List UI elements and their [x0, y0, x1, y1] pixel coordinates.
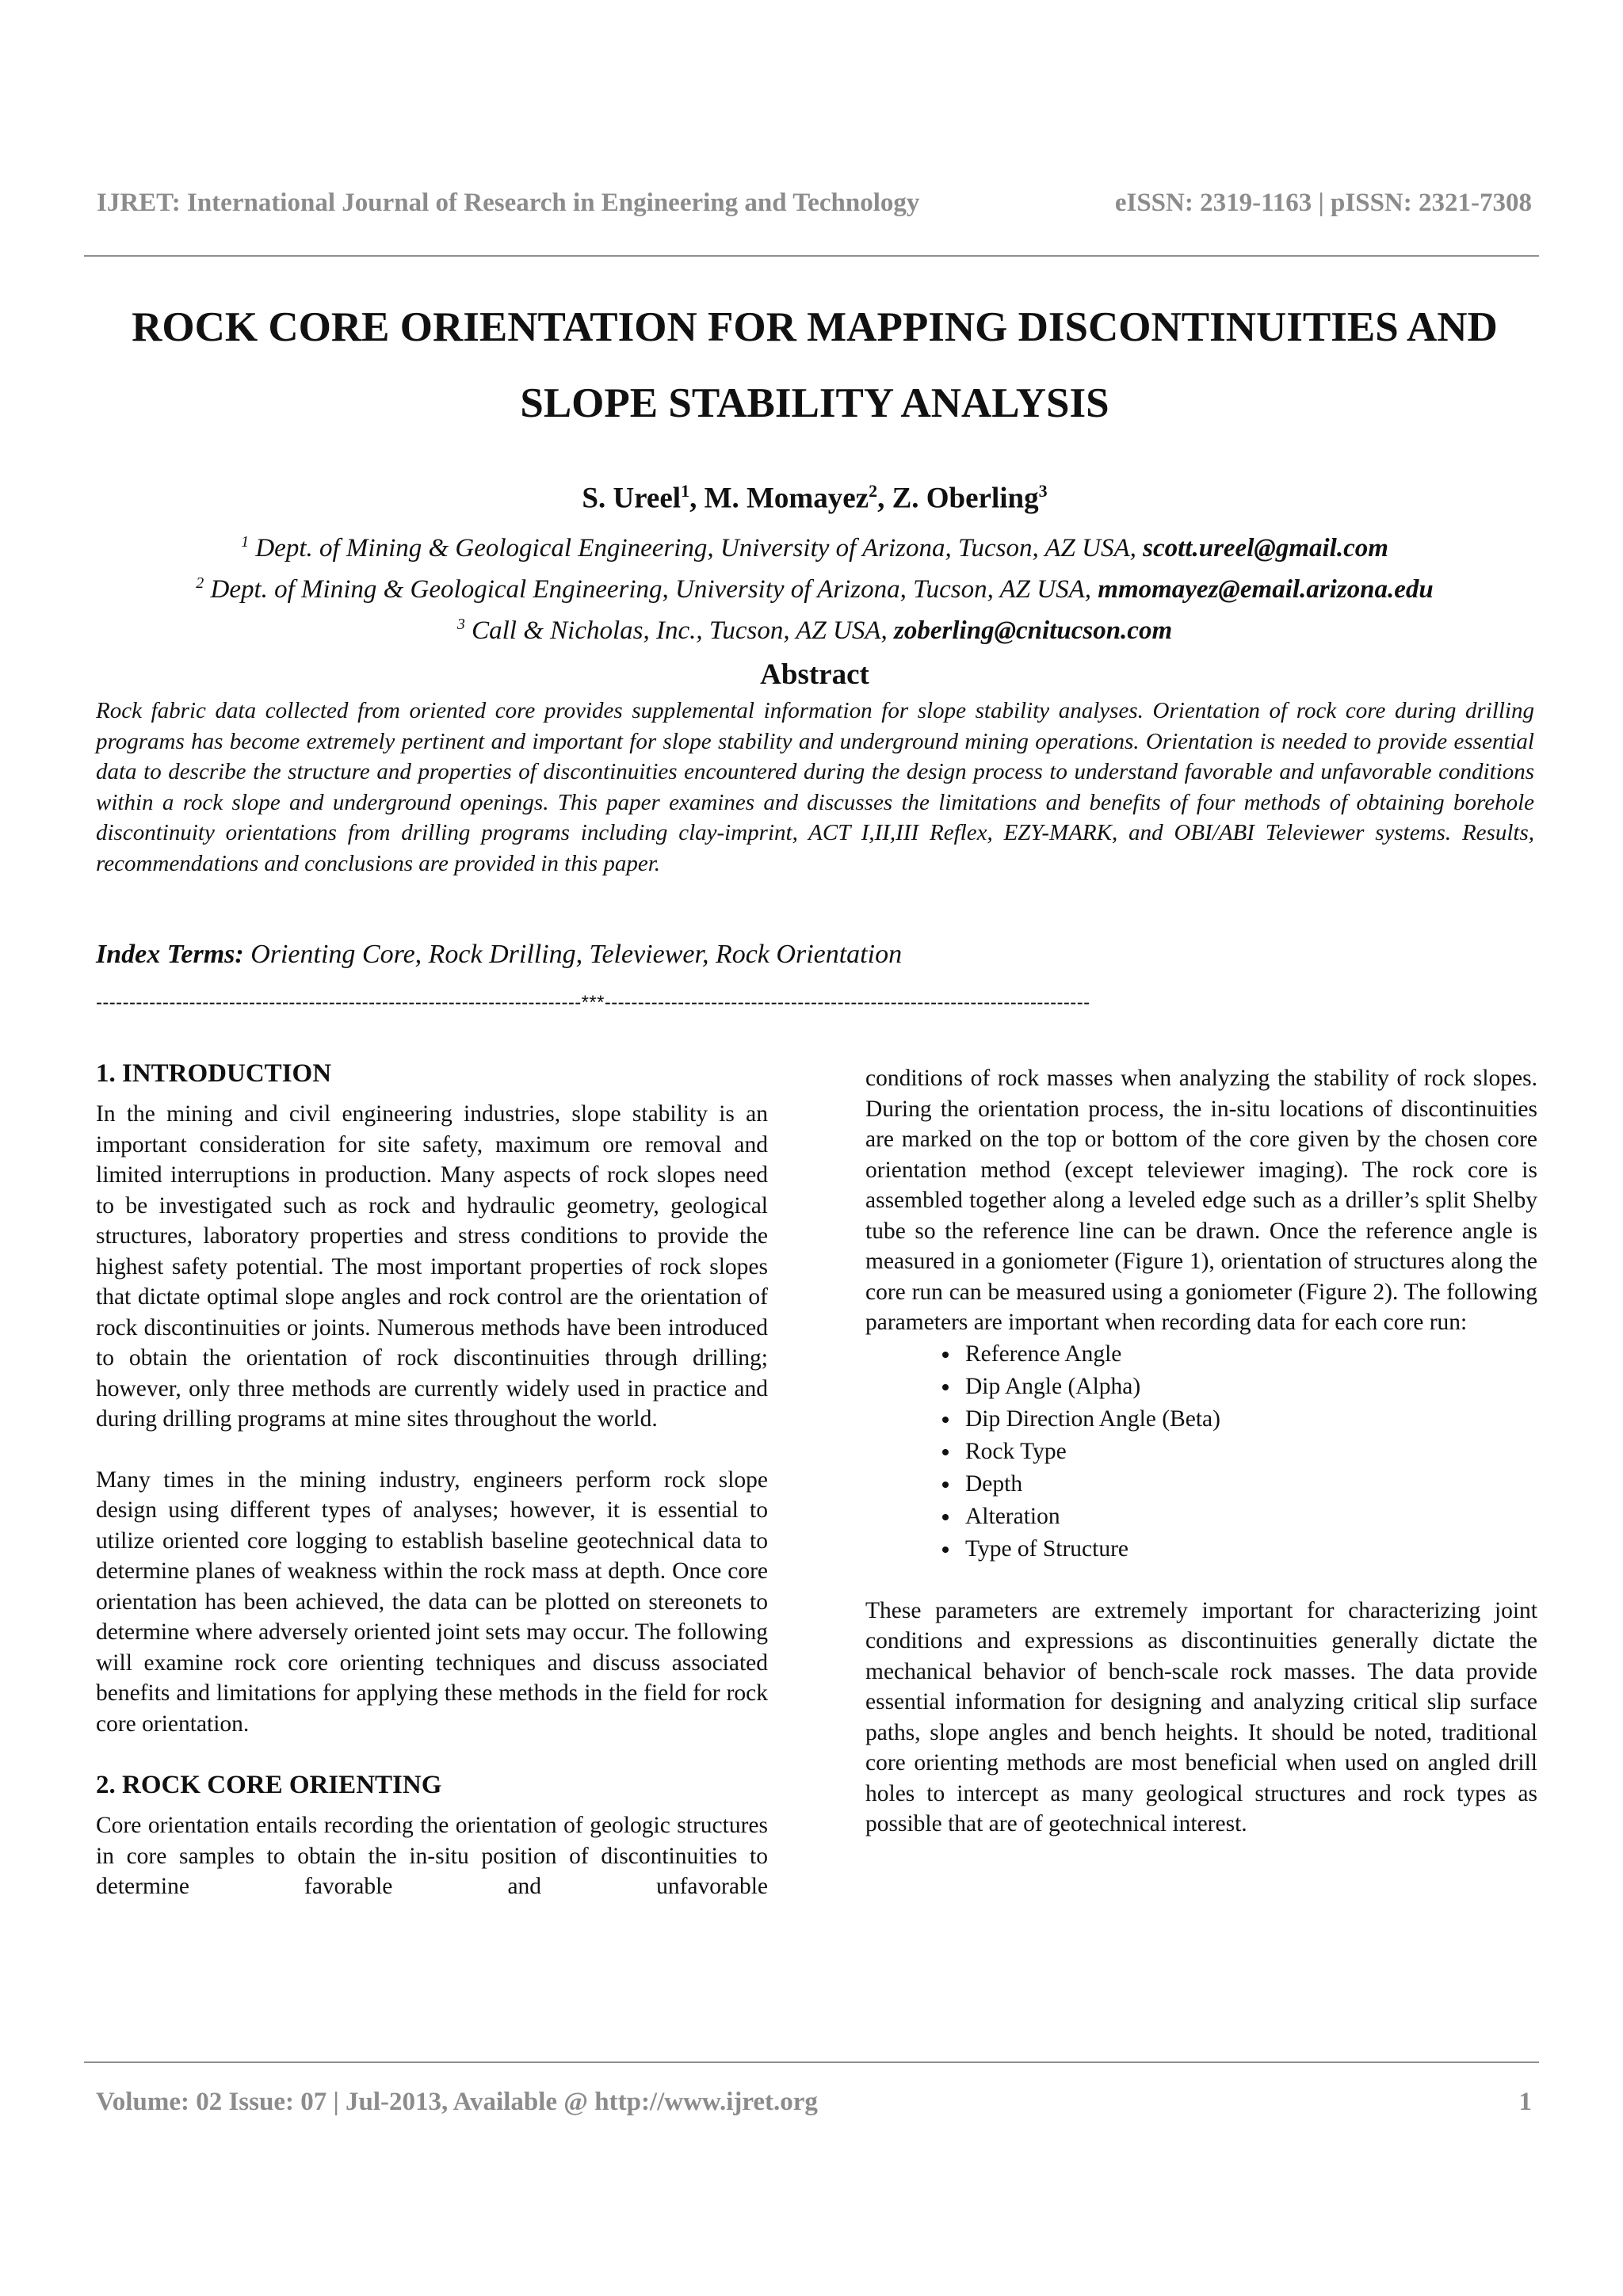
author-sup: 1	[681, 481, 690, 501]
author-sup: 3	[1038, 481, 1048, 501]
abstract-heading: Abstract	[760, 658, 869, 691]
header-rule	[84, 255, 1539, 257]
intro-paragraph-1: In the mining and civil engineering industries, slope stability is an important consideration for site safety, maximum ore removal and limited interruptions in production. Many aspects of rock slopes need to be investigated such as rock and hydraulic geometry, geological structures, laboratory properties and stress conditions to provide the highest safety potential. The most important properties of rock slopes that dictate optimal slope angles and rock control are the orientation of rock discontinuities or joints. Numerous methods have been introduced to obtain the orientation of rock discontinuities through drilling; however, only three methods are currently widely used in practice and during drilling programs at mine sites throughout the world.	[96, 1101, 768, 1432]
index-terms-label: Index Terms:	[96, 940, 244, 969]
affiliation-line	[79, 607, 1550, 648]
left-column	[96, 1058, 768, 1902]
journal-header: IJRET: International Journal of Research in Engineering and Technology	[97, 189, 920, 217]
footer-rule	[84, 2061, 1539, 2063]
index-terms-text: Orienting Core, Rock Drilling, Televiewer, Rock Orientation	[243, 940, 903, 969]
affiliation-list	[79, 524, 1550, 648]
issn-header: eISSN: 2319-1163 | pISSN: 2321-7308	[1114, 189, 1532, 217]
affiliation-email[interactable]: zoberling@cnitucson.com	[894, 616, 1173, 645]
affiliation-sup: 2	[196, 574, 204, 592]
author-separator: ,	[877, 482, 892, 515]
author-separator: ,	[689, 482, 705, 515]
list-item: • Depth	[960, 1468, 1537, 1501]
page-number: 1	[1518, 2088, 1532, 2116]
list-item: • Type of Structure	[960, 1533, 1537, 1566]
affiliation-line	[79, 566, 1550, 607]
title-line-1: ROCK CORE ORIENTATION FOR MAPPING DISCONTINUITIES AND	[132, 304, 1498, 350]
section-heading-rock-core-orienting: 2. ROCK CORE ORIENTING	[96, 1771, 442, 1799]
affiliation-text: Dept. of Mining & Geological Engineering, University of Arizona, Tucson, AZ USA,	[204, 575, 1098, 604]
list-item: • Reference Angle	[960, 1338, 1537, 1371]
author-name: M. Momayez	[704, 482, 869, 515]
author-sup: 2	[869, 481, 878, 501]
footer-volume: Volume: 02 Issue: 07 | Jul-2013, Available @ http://www.ijret.org	[96, 2088, 818, 2116]
list-item: • Dip Direction Angle (Beta)	[960, 1403, 1537, 1436]
affiliation-email[interactable]: mmomayez@email.arizona.edu	[1098, 575, 1434, 604]
author-name: S. Ureel	[582, 482, 682, 515]
orienting-paragraph-1-continued: conditions of rock masses when analyzing the stability of rock slopes. During the orientation process, the in-situ locations of discontinuities are marked on the top or bottom of the core given by the chosen core orientation method (except televiewer imaging). The rock core is assembled together along a leveled edge such as a driller’s split Shelby tube so the reference line can be drawn. Once the reference angle is measured in a goniometer (Figure 1), orientation of structures along the core run can be measured using a goniometer (Figure 2). The following parameters are important when recording data for each core run:	[865, 1066, 1537, 1335]
orienting-paragraph-2: These parameters are extremely important for characterizing joint conditions and expressions as discontinuities generally dictate the mechanical behavior of bench-scale rock masses. The data provide essential information for designing and analyzing critical slip surface paths, slope angles and bench heights. It should be noted, traditional core orienting methods are most beneficial when used on angled drill holes to intercept as many geological structures and rock types as possible that are of geotechnical interest.	[865, 1597, 1537, 1836]
author-list	[79, 467, 1550, 522]
affiliation-line	[79, 524, 1550, 566]
affiliation-text: Call & Nicholas, Inc., Tucson, AZ USA,	[464, 616, 895, 645]
list-item: • Alteration	[960, 1501, 1537, 1533]
title-line-2: SLOPE STABILITY ANALYSIS	[520, 380, 1109, 426]
index-terms	[96, 940, 1534, 970]
affiliation-sup: 3	[456, 616, 465, 633]
orienting-paragraph-1: Core orientation entails recording the orientation of geologic structures in core samples to obtain the in-situ position of discontinuities to determine favorable and unfavorable	[96, 1813, 768, 1899]
affiliation-sup: 1	[241, 533, 250, 551]
list-item: • Dip Angle (Alpha)	[960, 1371, 1537, 1403]
right-column	[865, 1063, 1537, 1870]
section-heading-introduction: 1. INTRODUCTION	[96, 1059, 332, 1088]
affiliation-text: Dept. of Mining & Geological Engineering, University of Arizona, Tucson, AZ USA,	[249, 534, 1144, 563]
parameter-list	[865, 1338, 1537, 1566]
list-item: • Rock Type	[960, 1436, 1537, 1468]
abstract-text: Rock fabric data collected from oriented core provides supplemental information for slope stability analyses. Orientation of rock core during drilling programs has become extremely pertinent and important for slope stability and underground mining operations. Orientation is needed to provide essential data to describe the structure and properties of discontinuities encountered during the design process to understand favorable and unfavorable conditions within a rock slope and underground openings. This paper examines and discusses the limitations and benefits of four methods of obtaining borehole discontinuity orientations from drilling programs including clay-imprint, ACT I,II,III Reflex, EZY-MARK, and OBI/ABI Televiewer systems. Results, recommendations and conclusions are provided in this paper.	[96, 698, 1534, 876]
section-separator: -------------------------------------------------------------------------***-------------------------------------------------------------------------	[96, 992, 1090, 1013]
intro-paragraph-2: Many times in the mining industry, engineers perform rock slope design using different types of analyses; however, it is essential to utilize oriented core logging to establish baseline geotechnical data to determine planes of weakness within the rock mass at depth. Once core orientation has been achieved, the data can be plotted on stereonets to determine where adversely oriented joint sets may occur. The following will examine rock core orienting techniques and discuss associated benefits and limitations for applying these methods in the field for rock core orientation.	[96, 1466, 768, 1737]
author-name: Z. Oberling	[892, 482, 1039, 515]
affiliation-email[interactable]: scott.ureel@gmail.com	[1143, 534, 1388, 563]
paper-title	[79, 289, 1550, 441]
